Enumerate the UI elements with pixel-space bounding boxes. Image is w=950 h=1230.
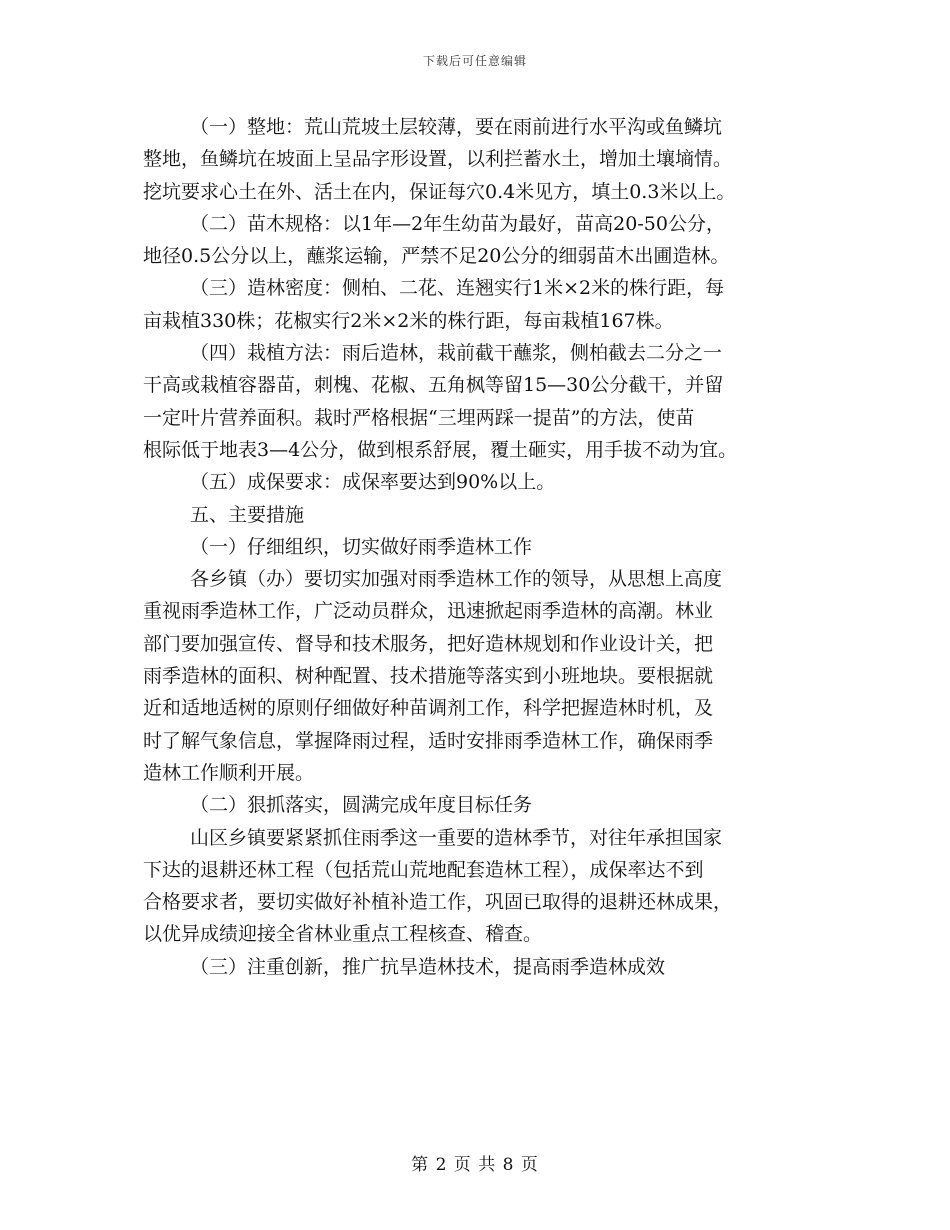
paragraph-line: （一）整地：荒山荒坡土层较薄，要在雨前进行水平沟或鱼鳞坑 (190, 116, 723, 138)
paragraph-line: 干高或栽植容器苗，刺槐、花椒、五角枫等留15—30公分截干，并留 (143, 374, 724, 397)
paragraph-line: 整地，鱼鳞坑在坡面上呈品字形设置，以利拦蓄水土，增加土壤墒情。 (143, 148, 733, 171)
paragraph-line: 各乡镇（办）要切实加强对雨季造林工作的领导，从思想上高度 (190, 568, 723, 591)
paragraph-line: 亩栽植330株；花椒实行2米×2米的株行距，每亩栽植167株。 (143, 309, 674, 332)
paragraph-line: （三）造林密度：侧柏、二花、连翘实行1米×2米的株行距，每 (190, 277, 725, 300)
page-header: 下载后可任意编辑 (422, 54, 527, 68)
paragraph-line: （四）栽植方法：雨后造林，栽前截干蘸浆，侧柏截去二分之一 (190, 342, 723, 365)
page-number: 第 2 页 共 8 页 (411, 1155, 539, 1175)
paragraph-line: 时了解气象信息，掌握降雨过程，适时安排雨季造林工作，确保雨季 (143, 729, 714, 752)
paragraph-line: 近和适地适树的原则仔细做好种苗调剂工作，科学把握造林时机，及 (143, 697, 714, 720)
paragraph-line: 合格要求者，要切实做好补植补造工作，巩固已取得的退耕还林成果， (143, 891, 733, 914)
subsection-heading: （一）仔细组织，切实做好雨季造林工作 (190, 535, 533, 558)
paragraph-line: 山区乡镇要紧紧抓住雨季这一重要的造林季节，对往年承担国家 (190, 826, 723, 849)
paragraph-line: 重视雨季造林工作，广泛动员群众，迅速掀起雨季造林的高潮。林业 (143, 600, 714, 623)
paragraph-line: 挖坑要求心土在外、活土在内，保证每穴0.4米见方，填土0.3米以上。 (143, 180, 736, 203)
document-body (143, 111, 833, 983)
paragraph-line: 造林工作顺利开展。 (143, 761, 315, 784)
subsection-heading: （三）注重创新，推广抗旱造林技术，提高雨季造林成效 (190, 955, 666, 978)
section-heading: 五、主要措施 (190, 503, 305, 526)
subsection-heading: （二）狠抓落实，圆满完成年度目标任务 (190, 794, 533, 817)
paragraph-line: 根际低于地表3—4公分，做到根系舒展，覆土砸实，用手拔不动为宜。 (143, 438, 738, 461)
paragraph-line: 部门要加强宣传、督导和技术服务，把好造林规划和作业设计关，把 (143, 632, 714, 655)
paragraph-line: （五）成保要求：成保率要达到90%以上。 (190, 471, 556, 494)
paragraph-line: 一定叶片营养面积。栽时严格根据“三埋两踩一提苗”的方法，使苗 (143, 406, 695, 429)
paragraph-line: （二）苗木规格：以1年—2年生幼苗为最好，苗高20-50公分， (190, 212, 725, 235)
paragraph-line: 地径0.5公分以上，蘸浆运输，严禁不足20公分的细弱苗木出圃造林。 (143, 245, 730, 268)
paragraph-line: 以优异成绩迎接全省林业重点工程核查、稽查。 (143, 923, 543, 946)
paragraph-line: 下达的退耕还林工程（包括荒山荒地配套造林工程），成保率达不到 (143, 858, 704, 881)
paragraph-line: 雨季造林的面积、树种配置、技术措施等落实到小班地块。要根据就 (143, 665, 714, 688)
